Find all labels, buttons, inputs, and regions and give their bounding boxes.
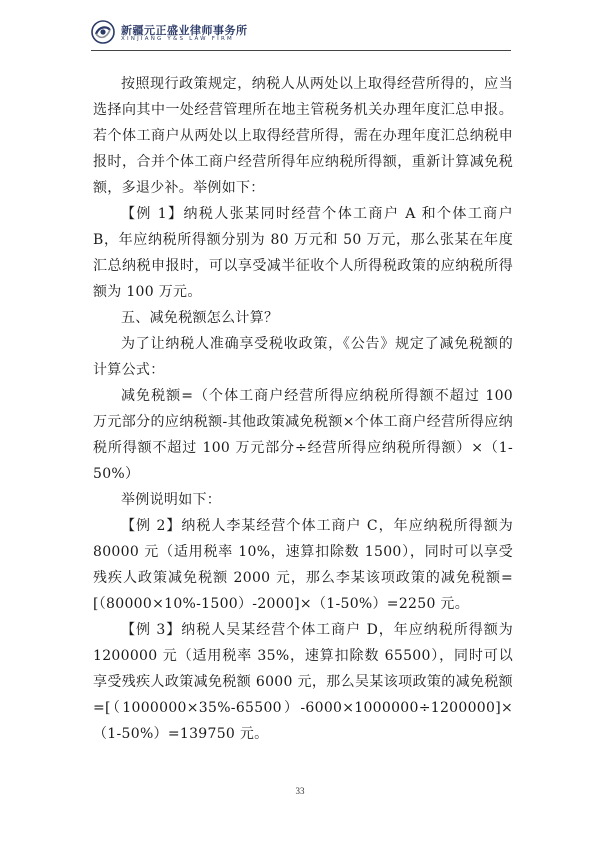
document-body: [93, 71, 513, 747]
firm-name-cn: 新疆元正盛业律师事务所: [121, 24, 248, 37]
section-heading-5: 五、减免税额怎么计算？: [121, 310, 279, 326]
paragraph-example-1: 【例 1】纳税人张某同时经营个体工商户 A 和个体工商户 B，年应纳税所得额分别为 80 万元和 50 万元，那么张某在年度汇总纳税申报时，可以享受减半征收个人所得税政策的应纳税所得额为 100 万元。: [93, 206, 513, 300]
header-divider: [91, 50, 511, 51]
letterhead: [91, 20, 511, 48]
paragraph-multi-location: 按照现行政策规定，纳税人从两处以上取得经营所得的，应当选择向其中一处经营管理所在地主管税务机关办理年度汇总申报。若个体工商户从两处以上取得经营所得，需在办理年度汇总纳税申报时，合并个体工商户经营所得年应纳税所得额，重新计算减免税额，多退少补。举例如下：: [93, 76, 513, 196]
paragraph-example-3: 【例 3】纳税人吴某经营个体工商户 D，年应纳税所得额为 1200000 元（适用税率 35%，速算扣除数 65500），同时可以享受残疾人政策减免税额 6000 元，那么吴某该项政策的减免税额=[（1000000×35%-65500）-6000×1000000÷1200000]×（1-50%）=139750 元。: [93, 622, 513, 742]
firm-name-en: XINJIANG Y&S LAW FIRM: [121, 36, 234, 42]
paragraph-formula-intro: 为了让纳税人准确享受税收政策，《公告》规定了减免税额的计算公式：: [93, 336, 513, 378]
firm-logo-icon: [91, 20, 115, 44]
paragraph-example-2: 【例 2】纳税人李某经营个体工商户 C，年应纳税所得额为 80000 元（适用税率 10%，速算扣除数 1500），同时可以享受残疾人政策减免税额 2000 元，那么李某该项政策的减免税额=[（80000×10%-1500）-2000]×（1-50%）=2250 元。: [93, 518, 513, 612]
page-number: 33: [295, 786, 305, 796]
paragraph-examples-intro: 举例说明如下：: [121, 492, 222, 508]
paragraph-formula: 减免税额=（个体工商户经营所得应纳税所得额不超过 100 万元部分的应纳税额-其他政策减免税额×个体工商户经营所得应纳税所得额不超过 100 万元部分÷经营所得应纳税所得额）×（1-50%）: [93, 388, 513, 482]
